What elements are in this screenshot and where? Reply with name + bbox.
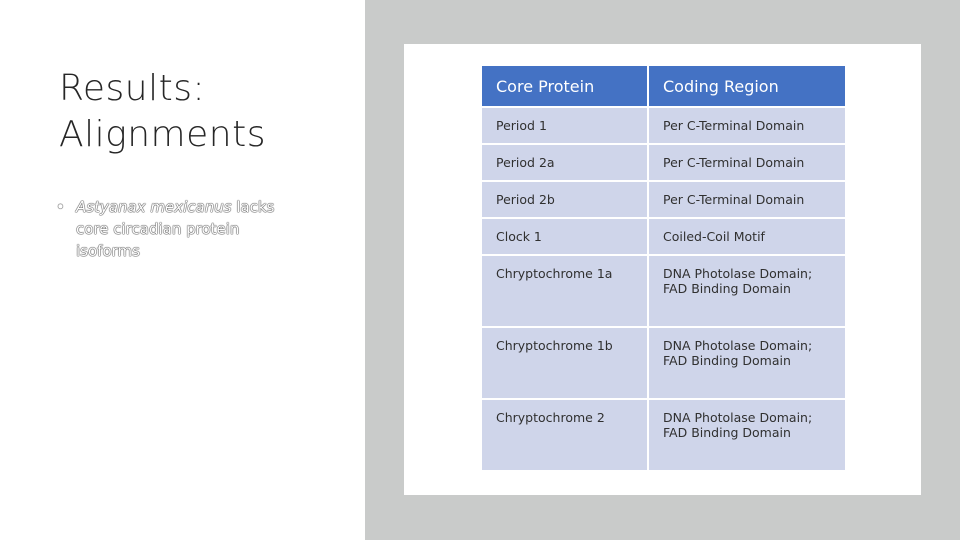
slide-title xyxy=(59,66,266,158)
table-row xyxy=(482,182,845,217)
region-line-2: FAD Binding Domain xyxy=(663,353,791,368)
table-row xyxy=(482,108,845,143)
bullet-rest: lacks core circadian protein isoforms xyxy=(76,198,275,260)
region-cell xyxy=(649,256,845,326)
region-line-2: FAD Binding Domain xyxy=(663,281,791,296)
table-row xyxy=(482,328,845,398)
bullet-text xyxy=(56,196,306,262)
region-line-1: DNA Photolase Domain; xyxy=(663,266,813,281)
table-header-row xyxy=(482,66,845,106)
species-name: Astyanax mexicanus xyxy=(76,198,232,216)
protein-cell: Clock 1 xyxy=(482,219,647,254)
protein-cell: Period 1 xyxy=(482,108,647,143)
protein-cell: Chryptochrome 1a xyxy=(482,256,647,326)
bullet-point xyxy=(56,196,306,262)
table-row xyxy=(482,400,845,470)
protein-table xyxy=(480,64,847,472)
bullet-icon: • xyxy=(56,198,65,216)
table-row xyxy=(482,219,845,254)
protein-cell: Chryptochrome 1b xyxy=(482,328,647,398)
region-cell xyxy=(649,328,845,398)
table-row xyxy=(482,256,845,326)
header-coding-region: Coding Region xyxy=(649,66,845,106)
protein-cell: Chryptochrome 2 xyxy=(482,400,647,470)
title-line-1: Results: xyxy=(59,68,206,109)
region-line-1: DNA Photolase Domain; xyxy=(663,338,813,353)
region-cell: Coiled-Coil Motif xyxy=(649,219,845,254)
title-line-2: Alignments xyxy=(59,114,266,155)
region-cell xyxy=(649,400,845,470)
region-line-1: DNA Photolase Domain; xyxy=(663,410,813,425)
protein-cell: Period 2b xyxy=(482,182,647,217)
region-line-2: FAD Binding Domain xyxy=(663,425,791,440)
table-row xyxy=(482,145,845,180)
region-cell: Per C-Terminal Domain xyxy=(649,145,845,180)
header-core-protein: Core Protein xyxy=(482,66,647,106)
protein-cell: Period 2a xyxy=(482,145,647,180)
region-cell: Per C-Terminal Domain xyxy=(649,108,845,143)
region-cell: Per C-Terminal Domain xyxy=(649,182,845,217)
